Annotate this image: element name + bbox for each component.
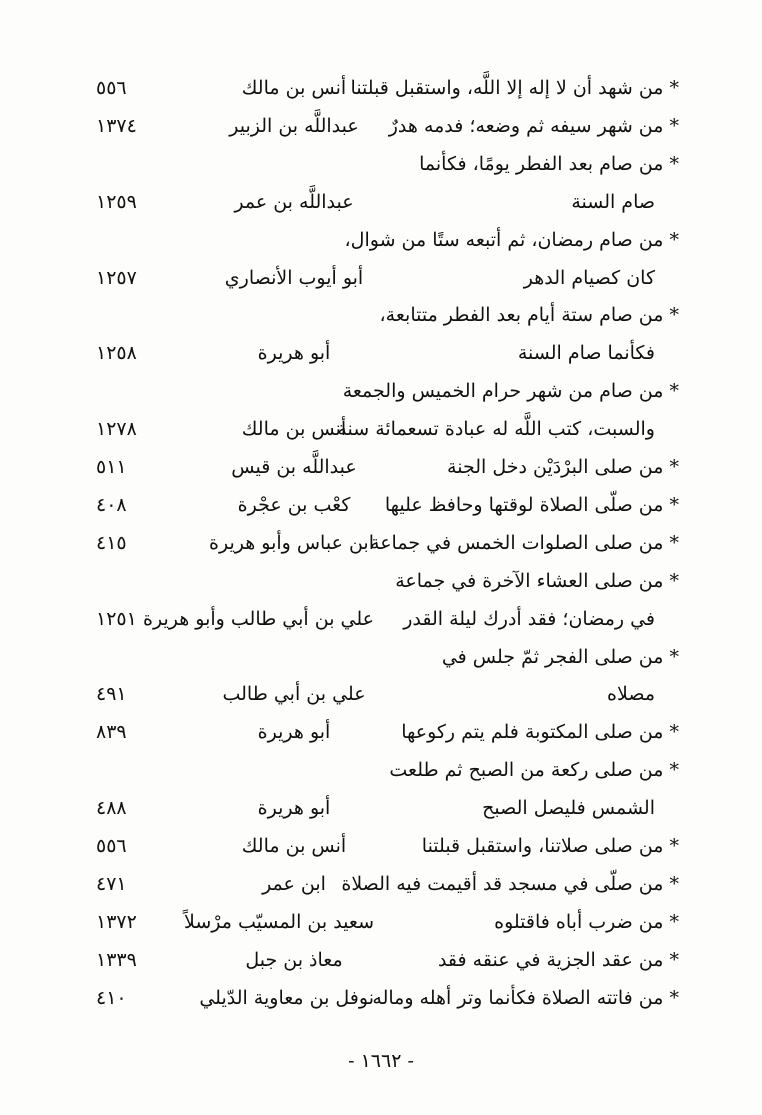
hadith-number: ١٣٣٩ <box>96 948 137 971</box>
hadith-text: * من صلّى الصلاة لوقتها وحافظ عليها <box>384 493 679 516</box>
narrator: كعْب بن عجْرة <box>237 493 351 516</box>
narrator: سعيد بن المسيّب مرْسلاً <box>184 910 374 933</box>
index-entry-row <box>0 942 762 978</box>
narrator: أبو هريرة <box>257 797 331 820</box>
index-entry-row <box>0 866 762 902</box>
index-entry-row <box>0 260 762 296</box>
hadith-text-continuation: فكأنما صام السنة <box>517 342 655 365</box>
narrator: أبو هريرة <box>257 342 331 365</box>
hadith-number: ١٣٧٤ <box>96 114 137 137</box>
hadith-number: ١٢٥٧ <box>96 266 137 289</box>
hadith-text: * من صلى الفجر ثمّ جلس في <box>441 645 679 668</box>
index-entry-row <box>0 676 762 712</box>
index-entry-row <box>0 752 762 788</box>
narrator: علي بن أبي طالب وأبو هريرة <box>143 607 374 630</box>
hadith-number: ٥١١ <box>96 456 127 478</box>
index-entry-row <box>0 297 762 333</box>
hadith-text-continuation: كان كصيام الدهر <box>523 266 655 289</box>
narrator: أبو هريرة <box>257 721 331 744</box>
hadith-number: ٤٩١ <box>96 683 127 706</box>
hadith-text: * من صلى ركعة من الصبح ثم طلعت <box>389 759 679 782</box>
hadith-number: ٤١٥ <box>96 531 127 554</box>
index-entry-row <box>0 525 762 561</box>
narrator: نوفل بن معاوية الدّيلي <box>199 986 374 1009</box>
narrator: أنس بن مالك <box>241 418 347 441</box>
hadith-text: * من صلّى في مسجد قد أقيمت فيه الصلاة <box>341 872 679 895</box>
hadith-number: ١٢٧٨ <box>96 418 137 441</box>
hadith-number: ٨٣٩ <box>96 721 127 744</box>
hadith-text: * من صلى العشاء الآخرة في جماعة <box>395 569 679 592</box>
narrator: علي بن أبي طالب <box>222 683 366 706</box>
hadith-text: * من صام ستة أيام بعد الفطر متتابعة، <box>379 304 679 327</box>
hadith-number: ٤٨٨ <box>96 797 127 820</box>
page-number: - ١٦٦٢ - <box>348 1050 414 1072</box>
narrator: ابن عباس وأبو هريرة <box>209 531 374 554</box>
hadith-number: ٥٥٦ <box>96 77 127 99</box>
hadith-text: * من فاتته الصلاة فكأنما وتر أهله وماله <box>372 986 679 1009</box>
index-entry-row <box>0 487 762 523</box>
hadith-text-continuation: في رمضان؛ فقد أدرك ليلة القدر <box>403 607 655 630</box>
hadith-text-continuation: صام السنة <box>571 190 655 213</box>
hadith-text: * من ضرب أباه فاقتلوه <box>494 910 679 933</box>
hadith-text: * من صلى صلاتنا، واستقبل قبلتنا <box>421 835 679 857</box>
index-entry-row <box>0 563 762 599</box>
hadith-text: * من عقد الجزية في عنقه فقد <box>437 948 679 971</box>
narrator: عبداللَّه بن عمر <box>234 190 354 213</box>
hadith-number: ٥٥٦ <box>96 835 127 857</box>
index-entry-row <box>0 639 762 675</box>
hadith-number: ١٢٥٨ <box>96 342 137 365</box>
hadith-text: * من صلى الصلوات الخمس في جماعة <box>370 531 679 554</box>
hadith-text: * من صلى المكتوبة فلم يتم ركوعها <box>401 721 679 744</box>
index-entry-row <box>0 108 762 144</box>
index-entry-row <box>0 184 762 220</box>
narrator: ابن عمر <box>262 872 326 895</box>
index-entry-row <box>0 222 762 258</box>
index-entry-row <box>0 335 762 371</box>
narrator: عبداللَّه بن قيس <box>231 456 357 478</box>
index-entry-row <box>0 70 762 106</box>
narrator: أنس بن مالك <box>241 77 347 99</box>
hadith-text-continuation: والسبت، كتب اللَّه له عبادة تسعمائة سنة <box>337 418 655 441</box>
hadith-text: * من صلى البرْدَيْن دخل الجنة <box>447 456 679 478</box>
hadith-number: ٤٠٨ <box>96 493 127 516</box>
narrator: أبو أيوب الأنصاري <box>224 266 364 289</box>
index-entry-row <box>0 449 762 485</box>
narrator: أنس بن مالك <box>241 835 347 857</box>
index-entry-row <box>0 373 762 409</box>
hadith-text: * من صام من شهر حرام الخميس والجمعة <box>342 380 679 403</box>
hadith-text: * من شهر سيفه ثم وضعه؛ فدمه هدرٌ <box>388 114 679 137</box>
index-entry-row <box>0 714 762 750</box>
hadith-number: ٤٧١ <box>96 872 127 895</box>
hadith-number: ١٣٧٢ <box>96 910 137 933</box>
hadith-number: ١٢٥١ <box>96 607 137 630</box>
narrator: عبداللَّه بن الزبير <box>229 114 359 137</box>
index-entry-row <box>0 980 762 1016</box>
hadith-number: ٤١٠ <box>96 986 127 1009</box>
hadith-text: * من صام رمضان، ثم أتبعه ستًا من شوال، <box>344 228 679 251</box>
index-entry-row <box>0 790 762 826</box>
index-entry-row <box>0 828 762 864</box>
hadith-number: ١٢٥٩ <box>96 190 137 213</box>
index-entry-row <box>0 146 762 182</box>
hadith-text: * من صام بعد الفطر يومًا، فكأنما <box>419 152 679 175</box>
hadith-text: * من شهد أن لا إله إلا اللَّه، واستقبل قبلتنا <box>350 77 679 99</box>
index-entry-row <box>0 411 762 447</box>
hadith-text-continuation: الشمس فليصل الصبح <box>482 797 655 820</box>
hadith-text-continuation: مصلاه <box>607 683 655 706</box>
narrator: معاذ بن جبل <box>245 948 343 971</box>
index-entry-row <box>0 904 762 940</box>
index-entry-row <box>0 601 762 637</box>
